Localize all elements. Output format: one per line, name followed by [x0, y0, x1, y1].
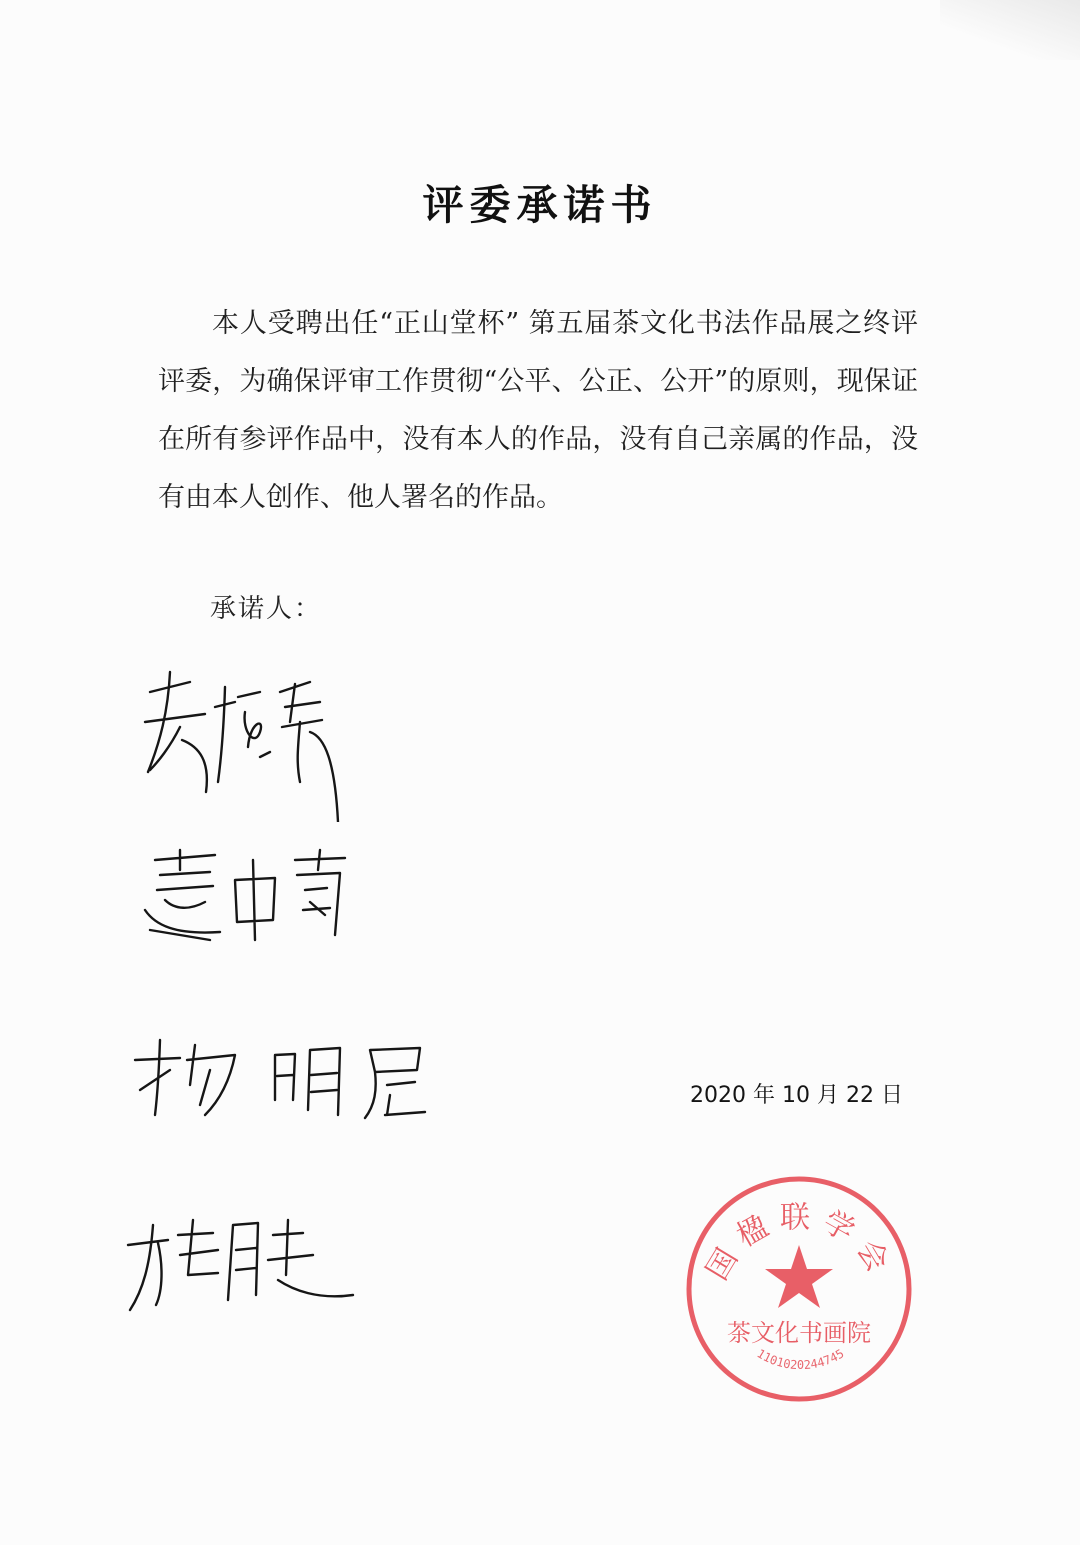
signature-2	[135, 840, 355, 950]
star-icon	[765, 1245, 833, 1308]
seal-code-text: 1101020244745	[754, 1346, 847, 1373]
handwritten-signature-1-icon	[110, 652, 360, 822]
commitment-paragraph: 本人受聘出任“正山堂杯” 第五届茶文化书法作品展之终评评委，为确保评审工作贯彻“公平、公正、公开”的原则，现保证在所有参评作品中，没有本人的作品，没有自己亲属的作品，没有由本人创作、他人署名的作品。	[158, 308, 918, 513]
page-corner-shadow	[940, 0, 1080, 60]
signature-1	[110, 652, 360, 822]
handwritten-signature-4-icon	[118, 1205, 368, 1315]
red-official-seal-icon	[683, 1173, 915, 1405]
signing-date: 2020 年 10 月 22 日	[690, 1083, 903, 1108]
promisor-label: 承诺人：	[210, 594, 323, 624]
signature-4	[118, 1205, 368, 1315]
document-title: 评委承诺书	[422, 181, 658, 229]
handwritten-signature-2-icon	[135, 840, 355, 950]
seal-name-text: 茶文化书画院	[727, 1319, 871, 1347]
signature-3	[125, 1030, 435, 1120]
seal-org-text: 国楹联学会	[699, 1200, 901, 1287]
handwritten-signature-3-icon	[125, 1030, 435, 1120]
